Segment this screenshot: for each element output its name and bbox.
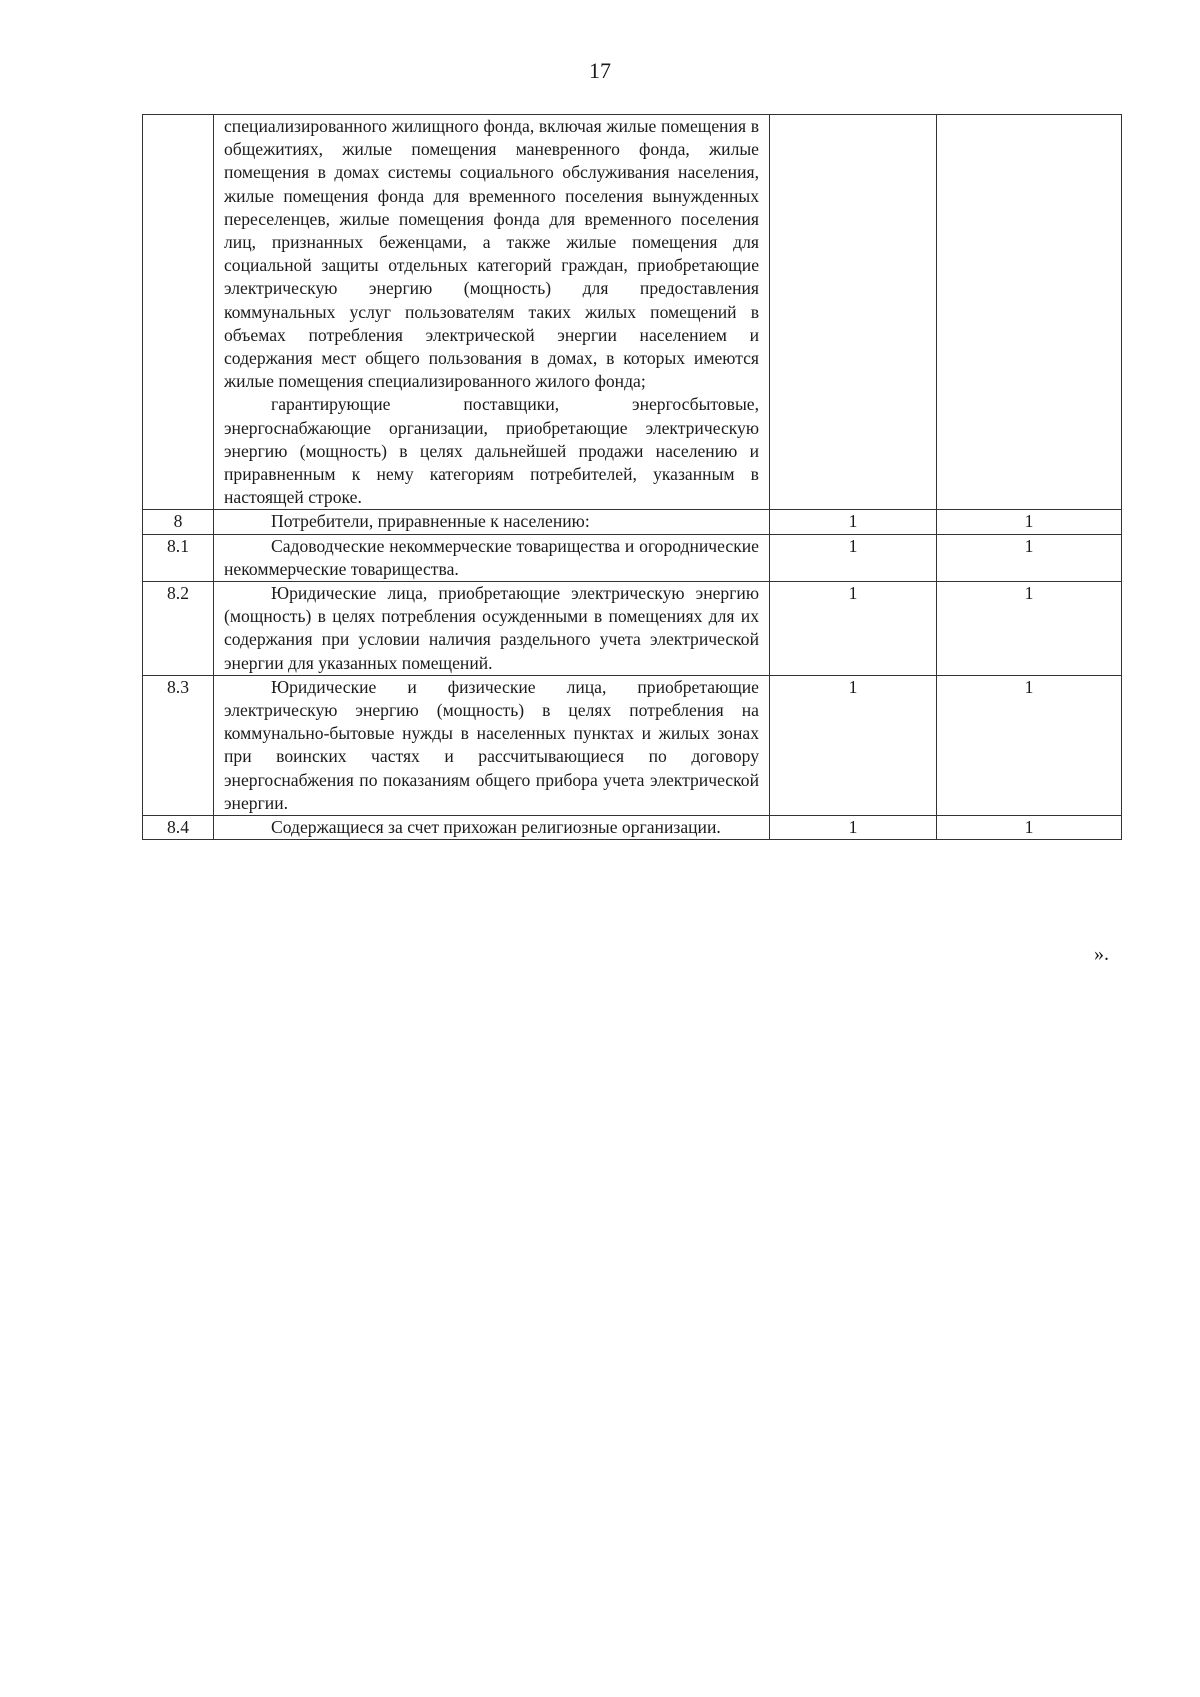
row-value-1: 1 <box>770 510 937 534</box>
description-paragraph: Юридические лица, приобретающие электрическую энергию (мощность) в целях потребления осужденными в помещениях для их содержания при условии наличия раздельного учета электрической энергии для указанных помещений. <box>224 583 759 673</box>
table-row <box>143 510 1122 534</box>
row-value-1: 1 <box>770 534 937 581</box>
table-row <box>143 816 1122 840</box>
row-number: 8 <box>143 510 214 534</box>
row-number: 8.3 <box>143 675 214 815</box>
table-row <box>143 675 1122 815</box>
row-value-2: 1 <box>937 816 1122 840</box>
closing-quote-mark: ». <box>1094 943 1109 965</box>
page-number: 17 <box>589 58 611 83</box>
description-paragraph: Юридические и физические лица, приобретающие электрическую энергию (мощность) в целях потребления на коммунально-бытовые нужды в населенных пунктах и жилых зонах при воинских частях и рассчитывающиеся по договору энергоснабжения по показаниям общего прибора учета электрической энергии. <box>224 676 759 813</box>
row-description <box>214 534 770 581</box>
row-number <box>143 115 214 510</box>
row-number: 8.4 <box>143 816 214 840</box>
row-number: 8.1 <box>143 534 214 581</box>
row-value-1: 1 <box>770 582 937 676</box>
table-body <box>143 115 1122 840</box>
row-value-2 <box>937 115 1122 510</box>
table-row <box>143 115 1122 510</box>
row-value-2: 1 <box>937 675 1122 815</box>
table-row <box>143 534 1122 581</box>
description-paragraph: Содержащиеся за счет прихожан религиозные организации. <box>271 817 721 838</box>
row-value-1: 1 <box>770 816 937 840</box>
row-description <box>214 510 770 534</box>
row-value-2: 1 <box>937 534 1122 581</box>
table-row <box>143 582 1122 676</box>
row-description <box>214 582 770 676</box>
row-description <box>214 115 770 510</box>
row-description <box>214 816 770 840</box>
row-description <box>214 675 770 815</box>
row-number: 8.2 <box>143 582 214 676</box>
tariff-table <box>142 114 1122 840</box>
row-value-1: 1 <box>770 675 937 815</box>
description-paragraph: Садоводческие некоммерческие товарищества и огороднические некоммерческие товарищества. <box>224 535 759 579</box>
description-paragraph: гарантирующие поставщики, энергосбытовые, энергоснабжающие организации, приобретающие электрическую энергию (мощность) в целях дальнейшей продажи населению и приравненным к нему категориям потребителей, указанным в настоящей строке. <box>224 394 759 508</box>
row-value-2: 1 <box>937 510 1122 534</box>
row-value-1 <box>770 115 937 510</box>
description-paragraph: Потребители, приравненные к населению: <box>271 511 590 532</box>
row-value-2: 1 <box>937 582 1122 676</box>
description-paragraph: специализированного жилищного фонда, включая жилые помещения в общежитиях, жилые помещения маневренного фонда, жилые помещения в домах системы социального обслуживания населения, жилые помещения фонда для временного поселения вынужденных переселенцев, жилые помещения фонда для временного поселения лиц, признанных беженцами, а также жилые помещения для социальной защиты отдельных категорий граждан, приобретающие электрическую энергию (мощность) для предоставления коммунальных услуг пользователям таких жилых помещений в объемах потребления электрической энергии населением и содержания мест общего пользования в домах, в которых имеются жилые помещения специализированного жилого фонда; <box>224 116 759 392</box>
